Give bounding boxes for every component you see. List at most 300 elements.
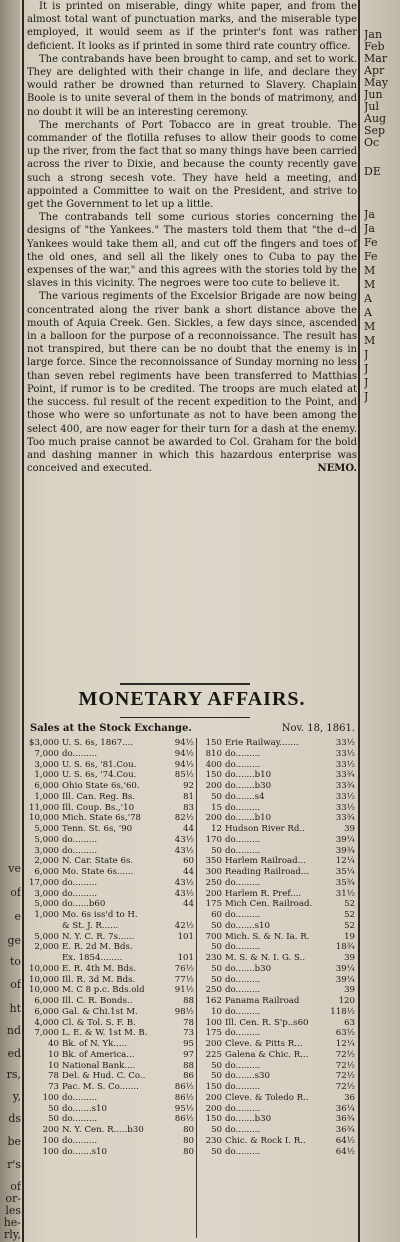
stock-sale-row — [200, 899, 355, 910]
stock-sale-row — [29, 1061, 194, 1072]
left-column-fragment: of — [10, 1180, 21, 1193]
sale-amount: 5,000 — [34, 824, 59, 834]
sale-price: 86½ — [174, 1092, 194, 1103]
right-column-fragment: DE — [364, 165, 381, 178]
sale-amount: 50 — [48, 1114, 59, 1125]
sale-price: 86 — [183, 1071, 194, 1082]
sale-security: do......... — [225, 1082, 261, 1092]
sale-amount: 5,000 — [34, 931, 59, 942]
stock-sale-row — [29, 803, 194, 814]
stock-sale-row — [29, 867, 194, 878]
sale-price: 94½ — [174, 759, 194, 770]
sale-amount: 400 — [205, 759, 222, 770]
sale-price: 83 — [183, 802, 194, 813]
stock-sale-row — [29, 1114, 194, 1125]
stock-sale-row — [200, 824, 355, 835]
right-column-fragment: Feb — [364, 40, 385, 53]
sale-amount: 3,000 — [34, 845, 59, 856]
stock-sale-row — [200, 878, 355, 889]
sale-amount: 78 — [48, 1071, 59, 1082]
stock-sale-row — [200, 1147, 355, 1158]
sale-amount: 162 — [205, 996, 222, 1006]
left-column-fragment: e — [14, 910, 21, 923]
right-column-fragment: A — [364, 292, 372, 305]
stock-sale-row — [200, 889, 355, 900]
sale-security: Cl. & Tol. S. F. B. — [62, 1017, 136, 1028]
sale-amount: 50 — [211, 845, 222, 856]
sale-price: 44 — [183, 867, 194, 877]
sale-amount: 6,000 — [34, 1006, 59, 1017]
stock-sale-row — [200, 1093, 355, 1104]
sale-amount: 225 — [205, 1049, 222, 1060]
stock-sale-row — [29, 996, 194, 1007]
left-column-fragment: les — [5, 1204, 21, 1217]
stock-sale-row — [29, 749, 194, 760]
sale-amount: 200 — [205, 888, 222, 899]
sale-amount: 10 — [48, 1060, 59, 1071]
sale-price: 72½ — [335, 1060, 355, 1071]
right-column-fragment: Apr — [364, 64, 385, 77]
sale-price: 78 — [183, 1017, 194, 1028]
stock-sale-row — [29, 770, 194, 781]
stock-sale-row — [29, 942, 194, 953]
sale-amount: 175 — [205, 1028, 222, 1039]
sale-security: Ill. C. R. Bonds.. — [62, 996, 133, 1006]
sale-amount: 200 — [205, 1092, 222, 1103]
sale-price: 98½ — [174, 1006, 194, 1017]
sale-price: 43½ — [174, 888, 194, 899]
sale-price: 33½ — [335, 738, 355, 748]
sale-amount: 230 — [205, 953, 222, 963]
sale-amount: 50 — [211, 1146, 222, 1157]
stock-sale-row — [200, 770, 355, 781]
sale-price — [167, 942, 194, 953]
stock-sales-right-column — [200, 738, 355, 1157]
sale-amount: 50 — [211, 974, 222, 985]
sale-price: 36¼ — [335, 1103, 355, 1114]
sale-amount: 10,000 — [29, 813, 60, 824]
sale-price: 39¼ — [335, 974, 355, 985]
stock-sale-row — [29, 1093, 194, 1104]
right-column-fragment: Ja — [364, 208, 375, 221]
sale-amount: 150 — [205, 770, 222, 781]
sale-security: Reading Railroad... — [225, 867, 310, 877]
sale-amount: 6,000 — [34, 781, 59, 791]
sale-security: do......... — [225, 1103, 261, 1114]
sale-price: 120 — [338, 996, 355, 1006]
stock-sale-row — [200, 1082, 355, 1093]
article-paragraph: The contrabands have been brought to camp, and set to work. They are delighted with their change in life, and declare they would rather be drowned than returned to Slavery. Chaplain Boole is to unite several of them in the bonds of matrimony, and no doubt it will be an interesting ceremony. — [27, 53, 357, 118]
left-column-fragment: he- — [3, 1216, 21, 1229]
left-column-fragment: ge — [7, 934, 21, 947]
sale-price: 82½ — [174, 813, 194, 824]
sale-security: do.......s30 — [225, 1071, 270, 1082]
sale-amount: 200 — [205, 1039, 222, 1049]
stock-sale-row — [200, 985, 355, 996]
sale-security: Ill. R. 3d M. Bds. — [62, 974, 136, 985]
stock-sale-row — [200, 792, 355, 803]
stock-sale-row — [200, 1050, 355, 1061]
stock-sale-row — [200, 1104, 355, 1115]
sale-security: Cleve. & Pitts R... — [225, 1039, 303, 1049]
stock-sale-row — [200, 1018, 355, 1029]
sale-security: Mich. S. & N. Ia. R. — [225, 931, 310, 942]
sale-price: 39 — [344, 824, 355, 834]
sale-amount: 50 — [211, 942, 222, 953]
stock-sale-row — [200, 1039, 355, 1050]
sale-amount: 7,000 — [34, 748, 59, 759]
sale-security: Ill. Coup. Bs.,'10 — [62, 802, 135, 813]
sale-price: 12¼ — [335, 856, 355, 867]
sale-amount: 100 — [42, 1092, 59, 1103]
sale-price: 80 — [183, 1146, 194, 1157]
sale-security: N. Car. State 6s. — [62, 856, 134, 867]
stock-sale-row — [200, 1125, 355, 1136]
sale-price: 77½ — [174, 974, 194, 985]
sale-amount: 250 — [205, 985, 222, 996]
sale-price: 43½ — [174, 845, 194, 856]
sale-amount: 10 — [211, 1006, 222, 1017]
sale-amount: 200 — [205, 781, 222, 791]
stock-sale-row — [29, 792, 194, 803]
sale-price — [167, 910, 194, 921]
stock-sale-row — [200, 760, 355, 771]
sale-price: 86½ — [174, 1114, 194, 1125]
sale-price: 85½ — [174, 770, 194, 781]
sale-amount: 1,000 — [34, 910, 59, 920]
sale-security: Ohio State 6s,'60. — [62, 781, 140, 791]
sale-security: do.......b30 — [225, 1114, 272, 1125]
stock-sale-row — [29, 835, 194, 846]
sale-price: 95 — [183, 1039, 194, 1049]
left-column-fragment: y, — [12, 1090, 21, 1103]
sale-amount: 100 — [205, 1017, 222, 1028]
right-column-fragment: A — [364, 306, 372, 319]
sale-amount: 15 — [211, 802, 222, 813]
sale-price: 88 — [183, 996, 194, 1006]
sale-security: do......b60 — [62, 899, 106, 910]
sale-security: do......... — [225, 974, 261, 985]
sale-price: 33½ — [335, 759, 355, 770]
sale-amount: 10,000 — [29, 985, 60, 996]
sale-amount: 5,000 — [34, 834, 59, 845]
sale-amount: 6,000 — [34, 996, 59, 1006]
stock-sale-row — [29, 1125, 194, 1136]
sale-security: Del. & Hud. C. Co.. — [62, 1071, 146, 1082]
stock-sale-row — [200, 867, 355, 878]
stock-sale-row — [200, 835, 355, 846]
sale-security: do.......b30 — [225, 963, 272, 974]
sale-amount: 200 — [205, 1103, 222, 1114]
sale-security: do......... — [225, 1060, 261, 1071]
sale-security: Ex. 1854........ — [62, 953, 123, 963]
sale-amount: 7,000 — [34, 1028, 59, 1039]
right-column-fragment: Fe — [364, 250, 378, 263]
sale-security: Ill. Cen. R. S'p..s60 — [225, 1017, 309, 1028]
sale-security: do......... — [225, 1028, 261, 1039]
left-column-fragment: of — [10, 886, 21, 899]
stock-sale-row — [29, 1050, 194, 1061]
sale-security: Bk. of America... — [62, 1049, 135, 1060]
stock-sale-row — [200, 1061, 355, 1072]
column-rule-left — [22, 0, 24, 1242]
sale-price: 33½ — [335, 748, 355, 759]
sale-amount: 12 — [211, 824, 222, 834]
sale-security: Hudson River Rd.. — [225, 824, 305, 834]
stock-sale-row — [29, 1147, 194, 1158]
sale-amount: 1,000 — [34, 770, 59, 781]
sale-price: 63½ — [335, 1028, 355, 1039]
sale-price: 88 — [183, 1060, 194, 1071]
sale-amount: 300 — [205, 867, 222, 877]
left-column-fragment: be — [7, 1135, 21, 1148]
sale-security: do......... — [62, 1092, 98, 1103]
sale-amount: 100 — [42, 1146, 59, 1157]
sale-amount: 350 — [205, 856, 222, 867]
sale-security: do......... — [62, 877, 98, 888]
stock-sale-row — [200, 1071, 355, 1082]
stock-sale-row — [200, 856, 355, 867]
subheading-title: Sales at the Stock Exchange. — [30, 723, 192, 734]
sale-price: 33¾ — [335, 813, 355, 824]
stock-sale-row — [200, 942, 355, 953]
sale-security: Bk. of N. Yk..... — [62, 1039, 128, 1049]
sale-security: & St. J. R...... — [62, 920, 119, 931]
section-heading: MONETARY AFFAIRS. — [78, 688, 306, 710]
sale-price: 72½ — [335, 1049, 355, 1060]
sale-security: do......... — [62, 888, 98, 899]
sale-price: 101 — [177, 931, 194, 942]
sale-security: do......... — [225, 877, 261, 888]
sale-amount: 17,000 — [29, 877, 60, 888]
left-column-fragment: ve — [8, 862, 21, 875]
sale-price: 101 — [177, 953, 194, 963]
sale-amount: 2,000 — [34, 856, 59, 867]
sale-amount: 230 — [205, 1135, 222, 1146]
stock-column-divider — [196, 738, 197, 1238]
stock-sale-row — [29, 910, 194, 921]
sale-security: do.......s10 — [62, 1146, 107, 1157]
sale-price: 64½ — [335, 1135, 355, 1146]
article-paragraph: The merchants of Port Tobacco are in great trouble. The commander of the flotilla refuses to allow their goods to come up the river, from the fact that so many things have been carried across the river to Dixie, and because the county recently gave such a strong secesh vote. They have held a meeting, and appointed a Committee to wait on the President, and strive to get the Government to let up a little. — [27, 119, 357, 211]
sale-security: do......... — [62, 1114, 98, 1125]
sale-amount: 1,000 — [34, 791, 59, 802]
sale-amount: 170 — [205, 834, 222, 845]
stock-sale-row — [29, 975, 194, 986]
sale-price: 80 — [183, 1125, 194, 1135]
sale-security: Harlem Railroad... — [225, 856, 306, 867]
sale-security: do......... — [225, 802, 261, 813]
right-column-fragment: Mar — [364, 52, 388, 65]
article-body — [27, 0, 357, 476]
left-column-fragment: nd — [6, 1024, 21, 1037]
sale-amount: $3,000 — [29, 738, 60, 748]
sale-security: E. R. 4th M. Bds. — [62, 963, 137, 974]
stock-sale-row — [29, 953, 194, 964]
stock-sale-row — [29, 824, 194, 835]
sale-security: L. E. & W. 1st M. B. — [62, 1028, 148, 1039]
sale-price: 60 — [183, 856, 194, 867]
sale-security: Harlem R. Pref.... — [225, 888, 302, 899]
sale-security: do.......b10 — [225, 813, 272, 824]
article-paragraph: The contrabands tell some curious stories concerning the designs of "the Yankees." The masters told them that "the d--d Yankees would take them all, and cut off the fingers and toes of the old ones, and sell all the likely ones to Cuba to pay the expenses of the war," and this agrees with the stories told by the slaves in this vicinity. The negroes were too cute to believe it. — [27, 212, 357, 290]
sale-price: 42½ — [174, 920, 194, 931]
right-column-fragment: M — [364, 264, 376, 277]
right-column-fragment: Jul — [364, 100, 380, 113]
sale-amount: 150 — [205, 738, 222, 748]
sale-amount: 50 — [211, 791, 222, 802]
stock-sale-row — [200, 1136, 355, 1147]
stock-sale-row — [29, 1082, 194, 1093]
sale-security: Mo. 6s iss'd to H. — [62, 910, 138, 920]
sale-amount: 40 — [48, 1039, 59, 1049]
sale-price: 73 — [183, 1028, 194, 1039]
stock-sale-row — [29, 1136, 194, 1147]
stock-sale-row — [200, 846, 355, 857]
stock-sale-row — [200, 1028, 355, 1039]
right-column-fragment: M — [364, 334, 376, 347]
sale-price: 36 — [344, 1092, 355, 1103]
sale-amount: 200 — [42, 1125, 59, 1135]
left-column-fragment: to — [9, 955, 21, 968]
stock-sale-row — [29, 878, 194, 889]
sale-amount: 50 — [48, 1103, 59, 1114]
column-rule-right — [358, 0, 360, 1242]
right-column-fragment: May — [364, 76, 389, 89]
sale-price: 52 — [344, 910, 355, 920]
sale-security: do......... — [225, 845, 261, 856]
sale-price: 39¾ — [335, 845, 355, 856]
sale-security: Mich Cen. Railroad. — [225, 899, 313, 910]
sale-security: Ill. Can. Reg. Bs. — [62, 791, 136, 802]
sale-amount: 5,000 — [34, 899, 59, 910]
sale-price: 52 — [344, 920, 355, 931]
sale-security: do......... — [62, 748, 98, 759]
sale-price: 44 — [183, 824, 194, 834]
sale-amount: 150 — [205, 1082, 222, 1092]
sale-price: 33¾ — [335, 781, 355, 791]
sale-security: U. S. 6s, '74.Cou. — [62, 770, 137, 781]
stock-sale-row — [29, 738, 194, 749]
sale-security: do.......s10 — [225, 920, 270, 931]
sale-security: Gal. & Chi.1st M. — [62, 1006, 138, 1017]
sale-price: 35¾ — [335, 877, 355, 888]
sale-amount — [29, 953, 62, 964]
sale-price: 76½ — [174, 963, 194, 974]
sale-amount: 60 — [211, 910, 222, 920]
sale-amount: 250 — [205, 877, 222, 888]
right-column-fragment: J — [364, 390, 369, 403]
stock-sale-row — [200, 975, 355, 986]
sale-price: 35¼ — [335, 867, 355, 877]
sale-security: U. S. 6s, '81.Cou. — [62, 759, 137, 770]
sale-price: 72½ — [335, 1071, 355, 1082]
left-column-fragment: ds — [8, 1112, 21, 1125]
sale-amount: 50 — [211, 1125, 222, 1135]
article-paragraph: It is printed on miserable, dingy white paper, and from the almost total want of punctuation marks, and the miserable type employed, it would seem as if the printer's font was rather deficient. It looks as if printed in some third rate country office. — [27, 1, 357, 52]
right-column-fragment: Oc — [364, 136, 380, 149]
stock-sale-row — [29, 964, 194, 975]
stock-sale-row — [200, 749, 355, 760]
sale-security: Cleve. & Toledo R.. — [225, 1092, 309, 1103]
stock-sale-row — [29, 932, 194, 943]
sale-price: 33½ — [335, 802, 355, 813]
stock-sale-row — [29, 1071, 194, 1082]
right-column-fragment: J — [364, 348, 369, 361]
stock-sale-row — [29, 856, 194, 867]
stock-sale-row — [200, 738, 355, 749]
right-column-fragment: Jun — [364, 88, 383, 101]
sale-security: do......... — [225, 834, 261, 845]
left-column-fragment: rly, — [3, 1228, 21, 1241]
right-column-fragment: Sep — [364, 124, 386, 137]
right-column-fragment: M — [364, 320, 376, 333]
stock-sales-left-column — [29, 738, 194, 1157]
stock-sale-row — [200, 910, 355, 921]
sale-security: Chic. & Rock I. R.. — [225, 1135, 306, 1146]
right-column-fragment: J — [364, 362, 369, 375]
sale-security: do......... — [62, 845, 98, 856]
sale-security: M. S. & N. I. G. S.. — [225, 953, 306, 963]
sale-price: 52 — [344, 899, 355, 910]
right-column-fragment: J — [364, 376, 369, 389]
sale-security: do.......b30 — [225, 781, 272, 791]
sale-price: 39 — [344, 985, 355, 996]
sale-price: 97 — [183, 1049, 194, 1060]
left-column-fragment: rs, — [6, 1068, 21, 1081]
sale-security: do......... — [225, 942, 261, 953]
sale-price: 18¾ — [335, 942, 355, 953]
sale-security: M. C 8 p.c. Bds.old — [62, 985, 145, 996]
sale-price: 94½ — [174, 738, 194, 748]
sale-security: National Bank.... — [62, 1060, 136, 1071]
stock-sale-row — [200, 803, 355, 814]
sale-security: U. S. 6s, 1867.... — [62, 738, 134, 748]
sale-price: 92 — [183, 781, 194, 791]
left-column-fragment: of — [10, 978, 21, 991]
stock-sale-row — [29, 1028, 194, 1039]
sale-price: 63 — [344, 1017, 355, 1028]
sale-security: do......... — [225, 1146, 261, 1157]
sale-amount: 2,000 — [34, 942, 59, 953]
stock-sale-row — [29, 1104, 194, 1115]
right-column-fragment: Jan — [364, 28, 383, 41]
subheading-rule — [120, 717, 250, 718]
sale-security: Mo. State 6s...... — [62, 867, 134, 877]
stock-sale-row — [29, 813, 194, 824]
sale-amount: 10 — [48, 1049, 59, 1060]
sale-amount: 11,000 — [29, 802, 60, 813]
sale-security: Erie Railway....... — [225, 738, 299, 748]
sale-price: 19 — [344, 931, 355, 942]
stock-sale-row — [29, 760, 194, 771]
sale-amount: 100 — [42, 1135, 59, 1146]
stock-sale-row — [29, 985, 194, 996]
sale-price: 43½ — [174, 834, 194, 845]
subheading-date: Nov. 18, 1861. — [281, 723, 355, 734]
sale-amount: 150 — [205, 1114, 222, 1125]
stock-sale-row — [29, 921, 194, 932]
sale-price: 80 — [183, 1135, 194, 1146]
stock-sale-row — [29, 899, 194, 910]
stock-sale-row — [29, 781, 194, 792]
sale-security: Tenn. St. 6s, '90 — [62, 824, 133, 834]
sale-price: 86½ — [174, 1082, 194, 1092]
sale-security: N. Y. C. R. 7s...... — [62, 931, 135, 942]
sale-security: do......... — [225, 748, 261, 759]
sale-security: do.......s4 — [225, 791, 265, 802]
sale-price: 95½ — [174, 1103, 194, 1114]
